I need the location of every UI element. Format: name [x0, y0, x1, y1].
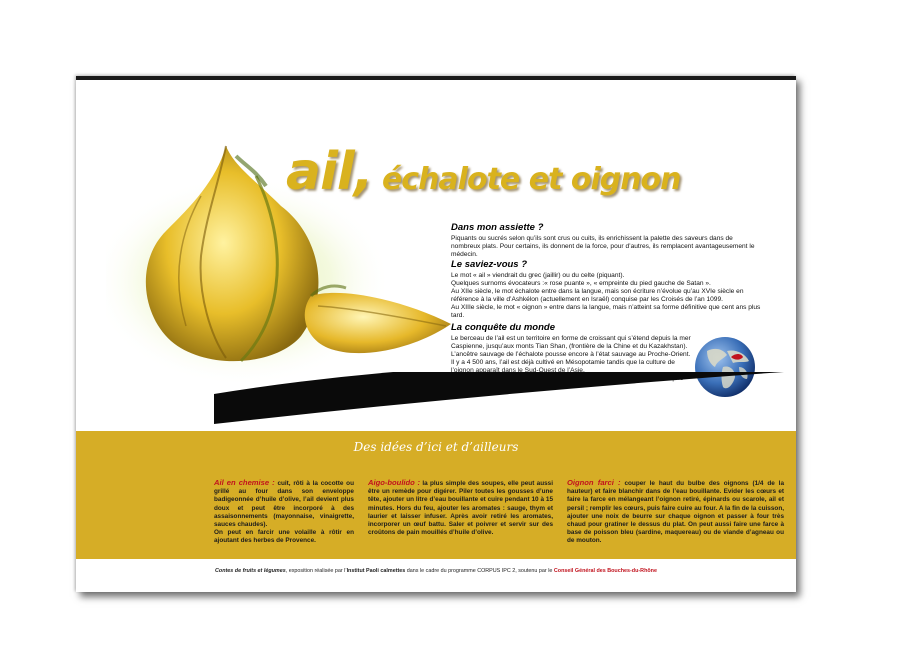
section-heading: Dans mon assiette ?: [451, 222, 544, 233]
recipe-text: [368, 479, 553, 537]
recipe-name: Oignon farci :: [567, 478, 621, 487]
recipe-aigo: [368, 479, 553, 537]
credits-series: Contes de fruits et légumes: [215, 568, 286, 574]
section-line: L’ancêtre sauvage de l’échalote pousse encore à l’état sauvage au Proche-Orient.: [451, 351, 691, 359]
swoosh-divider: [214, 372, 784, 432]
credits-council: Conseil Général des Bouches-du-Rhône: [553, 568, 657, 574]
recipe-name: Ail en chemise :: [214, 478, 275, 487]
section-heading: Le saviez-vous ?: [451, 259, 528, 270]
recipe-text: [567, 479, 784, 546]
poster-title: [286, 142, 796, 202]
credits-line: [76, 568, 796, 574]
title-rest: échalote et oignon: [372, 162, 681, 197]
section-body: Piquants ou sucrés selon qu’ils sont crus ou cuits, ils enrichissent la palette des saveurs dans de nombreux plats. Pour certains, ils donnent de la force, pour d’autres, ils remplacent avantageusement le médecin.: [451, 235, 755, 259]
section-line: Au XIIIe siècle, le mot « oignon » entre dans la langue, mais n’atteint sa forme définitive que cent ans plus tard.: [451, 304, 761, 320]
recipe-ail: [214, 479, 354, 546]
credits-institute: Institut Paoli calmettes: [346, 568, 406, 574]
section-line: Il y a 4 500 ans, l’ail est déjà cultivé en Mésopotamie tandis que la culture de l’oignon apparaît dans le Sud-Ouest de l’Asie.: [451, 359, 675, 375]
credits-text-1: , exposition réalisée par l’: [285, 568, 347, 574]
section-saviez: [451, 259, 763, 321]
credits-text-2: dans le cadre du programme CORPUS IPC 2, soutenu par le: [405, 568, 554, 574]
recipe-name: Aigo-boulido :: [368, 478, 421, 487]
recipe-body: cuit, rôti à la cocotte ou grillé au four dans son enveloppe badigeonnée d’huile d’olive, l’ail devient plus doux et peut être incorporé à des assaisonnements (mayonnaise, vinaigrette, sauces chaudes).: [214, 480, 354, 529]
poster: [76, 76, 796, 592]
section-line: Le mot « ail » viendrait du grec (jaillir) ou du celte (piquant).: [451, 272, 625, 279]
top-rule: [76, 76, 796, 80]
recipe-body-2: On peut en farcir une volaille à rôtir en ajoutant des herbes de Provence.: [214, 529, 354, 545]
section-assiette: [451, 222, 763, 259]
recipe-body: la plus simple des soupes, elle peut aussi être un remède pour digérer. Piler toutes les gousses d’une tête, ajouter un litre d’eau bouillante et cuire pendant 10 à 15 minutes. Hors du feu, ajouter les aromates : sauge, thym et laurier et laisser infuser. Après avoir retiré les aromates, incorporer un œuf battu. Saler et poivrer et servir sur des croûtons de pain mouillés d’huile d’olive.: [368, 480, 554, 537]
recipe-oignon: [567, 479, 784, 546]
recipe-body: couper le haut du bulbe des oignons (1/4 de la hauteur) et faire blanchir dans de l’eau bouillante. Evider les cœurs et faire la farce en mélangeant l’oignon retiré, épinards ou scarole, ail et persil ; remplir les cœurs, puis faire cuire au four. A la fin de la cuisson, ajouter une noix de beurre sur chaque oignon et passer à four très chaud pour gratiner le dessus du plat. On peut aussi faire une farce à base de poisson bleu (sardine, maquereau) ou de viande d’agneau ou de mouton.: [567, 480, 785, 545]
title-main: ail,: [286, 142, 373, 202]
section-line: Le berceau de l’ail est un territoire en forme de croissant qui s’étend depuis la mer Caspienne, jusqu’aux monts Tian Shan, (frontière de la Chine et du Kazakhstan).: [451, 335, 691, 351]
section-line: Au XIIe siècle, le mot échalote entre dans la langue, mais son écriture n’évolue qu’au XVIe siècle en référence à la ville d’Ashkélon (actuellement en Israël) conquise par les Croisés de l’an 1099.: [451, 288, 744, 304]
section-heading: La conquête du monde: [451, 322, 555, 333]
section-line: Quelques surnoms évocateurs :« rose puante », « empreinte du pied gauche de Satan ».: [451, 280, 711, 288]
band-title: Des idées d’ici et d’ailleurs: [353, 440, 519, 454]
recipe-text: [214, 479, 354, 529]
